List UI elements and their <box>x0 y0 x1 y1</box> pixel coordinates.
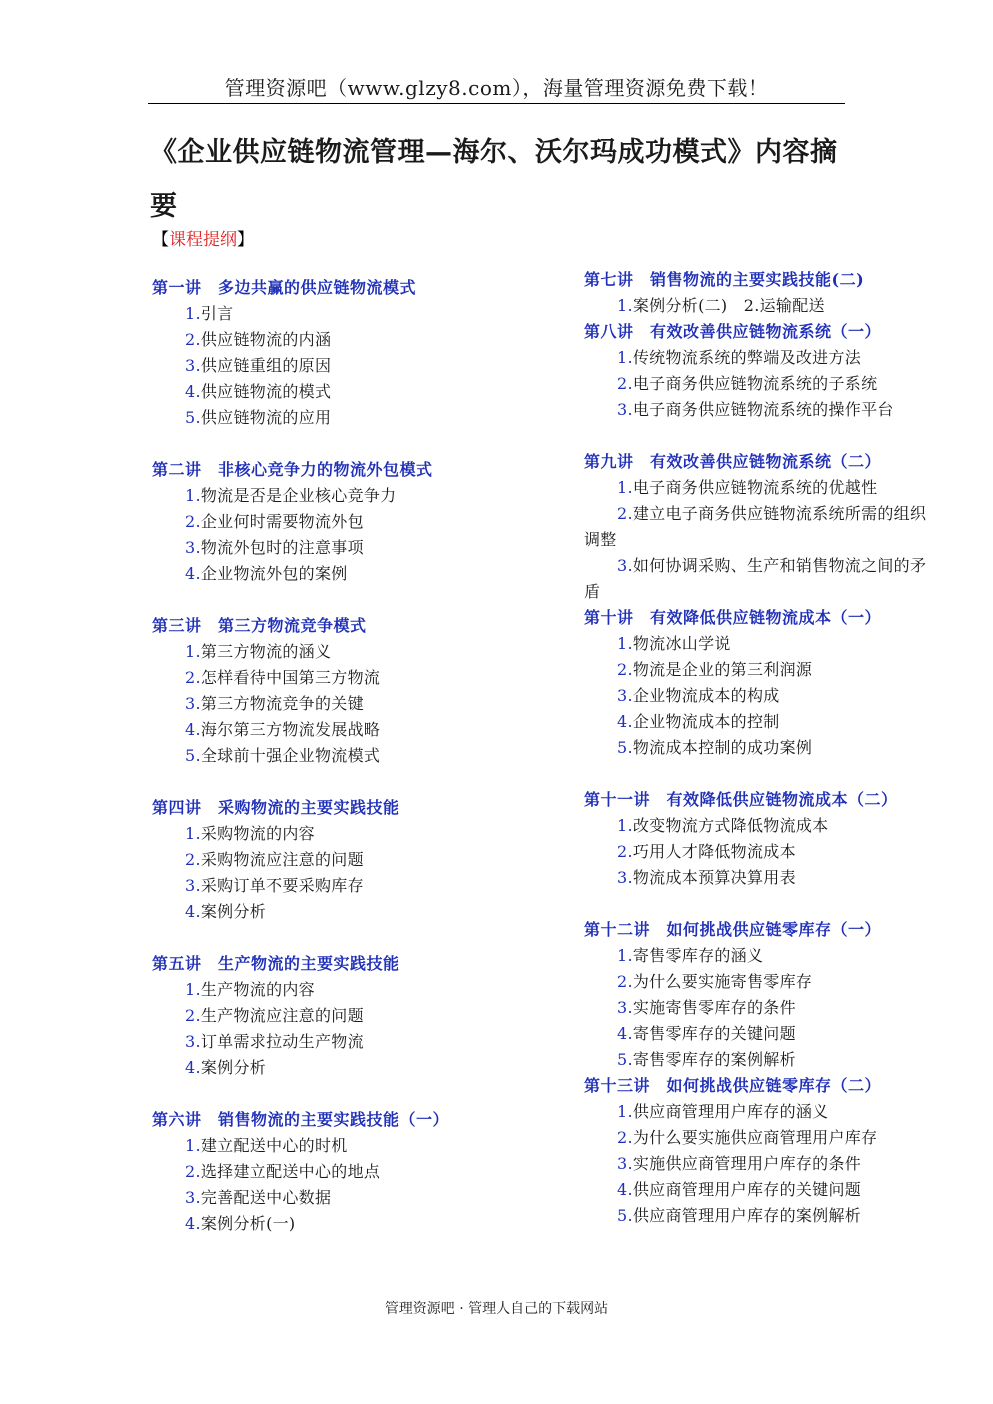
item-number: 3. <box>185 694 201 713</box>
item-number: 4. <box>185 902 201 921</box>
outline-bracket-open: 【 <box>152 230 169 250</box>
lecture-item <box>584 501 939 553</box>
item-text: 供应商管理用户库存的涵义 <box>632 1102 829 1121</box>
item-text: 案例分析 <box>200 1058 267 1077</box>
item-text: 物流外包时的注意事项 <box>200 538 364 557</box>
lecture-item <box>584 1021 939 1047</box>
item-text: 供应商管理用户库存的关键问题 <box>632 1180 862 1199</box>
lecture-title: 第十二讲 如何挑战供应链零库存（一） <box>584 920 882 939</box>
item-number: 4. <box>185 720 201 739</box>
item-text: 第三方物流竞争的关键 <box>200 694 364 713</box>
item-text: 选择建立配送中心的地点 <box>200 1162 381 1181</box>
item-number: 1. <box>185 486 201 505</box>
lecture-section <box>584 917 939 1073</box>
item-text: 寄售零库存的关键问题 <box>632 1024 796 1043</box>
lecture-section <box>152 795 562 925</box>
lecture-section <box>584 1073 939 1229</box>
item-number: 2. <box>617 374 633 393</box>
item-number: 3. <box>617 998 633 1017</box>
lecture-item <box>152 977 562 1003</box>
item-text: 为什么要实施供应商管理用户库存 <box>632 1128 878 1147</box>
item-text: 实施寄售零库存的条件 <box>632 998 796 1017</box>
lecture-section <box>152 275 562 431</box>
item-text: 案例分析(一) <box>200 1214 296 1233</box>
item-text: 物流是否是企业核心竞争力 <box>200 486 397 505</box>
lecture-title: 第七讲 销售物流的主要实践技能(二) <box>584 270 865 289</box>
lecture-item <box>584 475 939 501</box>
item-number: 1. <box>185 824 201 843</box>
lecture-section <box>152 457 562 587</box>
item-number: 1. <box>185 304 201 323</box>
item-text: 供应链物流的内涵 <box>200 330 332 349</box>
lecture-item <box>152 847 562 873</box>
item-number: 3. <box>185 876 201 895</box>
item-text: 怎样看待中国第三方物流 <box>200 668 381 687</box>
lecture-title: 第二讲 非核心竞争力的物流外包模式 <box>152 460 433 479</box>
lecture-item <box>152 743 562 769</box>
lecture-title: 第一讲 多边共赢的供应链物流模式 <box>152 278 417 297</box>
item-number: 1. <box>185 642 201 661</box>
lecture-item <box>152 405 562 431</box>
item-number: 2. <box>185 330 201 349</box>
item-number: 1. <box>617 946 633 965</box>
item-number: 5. <box>617 1050 633 1069</box>
lecture-item <box>152 639 562 665</box>
item-number: 3. <box>617 1154 633 1173</box>
item-number: 4. <box>185 564 201 583</box>
lecture-section <box>152 951 562 1081</box>
lecture-title: 第三讲 第三方物流竞争模式 <box>152 616 367 635</box>
item-number: 2. <box>617 972 633 991</box>
item-number: 3. <box>185 1032 201 1051</box>
item-text: 实施供应商管理用户库存的条件 <box>632 1154 862 1173</box>
item-number: 3. <box>617 686 633 705</box>
lecture-item <box>584 1203 939 1229</box>
item-number: 2. <box>617 660 633 679</box>
lecture-item <box>584 995 939 1021</box>
item-text: 建立电子商务供应链物流系统所需的组织调整 <box>584 504 927 549</box>
lecture-item <box>152 301 562 327</box>
item-text: 物流成本预算决算用表 <box>632 868 796 887</box>
lecture-item <box>584 657 939 683</box>
lecture-title: 第十三讲 如何挑战供应链零库存（二） <box>584 1076 882 1095</box>
page-header: 管理资源吧（www.glzy8.com），海量管理资源免费下载！ <box>224 76 769 100</box>
lecture-item <box>584 1047 939 1073</box>
lecture-item <box>584 683 939 709</box>
item-number: 1. <box>185 1136 201 1155</box>
lecture-item <box>152 1185 562 1211</box>
item-text: 物流成本控制的成功案例 <box>632 738 813 757</box>
item-number: 1. <box>617 1102 633 1121</box>
lecture-item <box>584 1125 939 1151</box>
item-number: 1. <box>185 980 201 999</box>
item-number: 3. <box>617 400 633 419</box>
item-number: 2. <box>185 512 201 531</box>
item-text: 企业物流成本的构成 <box>632 686 780 705</box>
item-text: 电子商务供应链物流系统的操作平台 <box>632 400 894 419</box>
lecture-item <box>152 1211 562 1237</box>
lecture-title: 第十一讲 有效降低供应链物流成本（二） <box>584 790 898 809</box>
item-text: 传统物流系统的弊端及改进方法 <box>632 348 862 367</box>
item-text: 采购物流的内容 <box>200 824 315 843</box>
outline-label-text: 课程提纲 <box>169 230 237 250</box>
outline-bracket-close: 】 <box>237 230 254 250</box>
lecture-item <box>584 813 939 839</box>
item-number: 3. <box>617 868 633 887</box>
item-text: 改变物流方式降低物流成本 <box>632 816 829 835</box>
item-text: 供应链物流的应用 <box>200 408 332 427</box>
item-number: 3. <box>185 1188 201 1207</box>
lecture-title: 第八讲 有效改善供应链物流系统（一） <box>584 322 882 341</box>
lecture-item <box>152 873 562 899</box>
lecture-item <box>584 1177 939 1203</box>
item-text: 订单需求拉动生产物流 <box>200 1032 364 1051</box>
lecture-item <box>152 1003 562 1029</box>
item-number: 4. <box>617 1180 633 1199</box>
item-text: 引言 <box>200 304 234 323</box>
item-number: 4. <box>185 1058 201 1077</box>
item-text: 供应链物流的模式 <box>200 382 332 401</box>
lecture-item <box>152 561 562 587</box>
lecture-title: 第五讲 生产物流的主要实践技能 <box>152 954 400 973</box>
lecture-item <box>152 1133 562 1159</box>
item-text: 企业物流成本的控制 <box>632 712 780 731</box>
lecture-title: 第六讲 销售物流的主要实践技能（一） <box>152 1110 450 1129</box>
lecture-section <box>584 267 939 319</box>
item-number: 4. <box>185 382 201 401</box>
lecture-item <box>152 535 562 561</box>
item-text: 全球前十强企业物流模式 <box>200 746 381 765</box>
right-column <box>584 267 939 1229</box>
item-text: 企业物流外包的案例 <box>200 564 348 583</box>
item-number: 2. <box>617 504 633 523</box>
item-number: 4. <box>617 1024 633 1043</box>
item-number: 2. <box>185 1162 201 1181</box>
lecture-section <box>584 787 939 891</box>
item-number: 2. <box>185 668 201 687</box>
item-text: 供应商管理用户库存的案例解析 <box>632 1206 862 1225</box>
item-number: 4. <box>617 712 633 731</box>
lecture-item <box>584 735 939 761</box>
item-text: 建立配送中心的时机 <box>200 1136 348 1155</box>
header-divider <box>148 103 845 104</box>
item-number: 5. <box>617 1206 633 1225</box>
lecture-item <box>152 483 562 509</box>
item-text: 第三方物流的涵义 <box>200 642 332 661</box>
lecture-item <box>584 397 939 423</box>
item-text: 采购订单不要采购库存 <box>200 876 364 895</box>
lecture-item <box>152 1029 562 1055</box>
lecture-item <box>584 709 939 735</box>
item-number: 1. <box>617 478 633 497</box>
lecture-item <box>152 691 562 717</box>
item-text: 物流是企业的第三利润源 <box>632 660 813 679</box>
item-number: 5. <box>185 746 201 765</box>
lecture-item <box>152 327 562 353</box>
lecture-item <box>584 293 939 319</box>
lecture-section <box>584 449 939 605</box>
item-text: 巧用人才降低物流成本 <box>632 842 796 861</box>
item-text: 供应链重组的原因 <box>200 356 332 375</box>
lecture-item <box>584 865 939 891</box>
document-title: 《企业供应链物流管理—海尔、沃尔玛成功模式》内容摘要 <box>150 137 838 222</box>
item-text: 寄售零库存的涵义 <box>632 946 764 965</box>
lecture-section <box>152 1107 562 1237</box>
item-number: 1. <box>617 816 633 835</box>
item-number: 1. <box>617 348 633 367</box>
item-number: 2. <box>617 842 633 861</box>
item-number: 2. <box>185 1006 201 1025</box>
outline-label <box>152 225 254 250</box>
lecture-item <box>152 821 562 847</box>
item-text: 物流冰山学说 <box>632 634 731 653</box>
lecture-section <box>152 613 562 769</box>
item-text: 海尔第三方物流发展战略 <box>200 720 381 739</box>
item-number: 5. <box>617 738 633 757</box>
item-number: 1. <box>617 634 633 653</box>
lecture-item <box>152 1055 562 1081</box>
lecture-section <box>584 605 939 761</box>
item-text: 为什么要实施寄售零库存 <box>632 972 813 991</box>
item-number: 1. <box>617 296 633 315</box>
lecture-item <box>584 631 939 657</box>
item-number: 4. <box>185 1214 201 1233</box>
lecture-item <box>152 1159 562 1185</box>
lecture-item <box>584 943 939 969</box>
item-text: 企业何时需要物流外包 <box>200 512 364 531</box>
lecture-item <box>584 371 939 397</box>
item-number: 2. <box>185 850 201 869</box>
item-text: 完善配送中心数据 <box>200 1188 332 1207</box>
lecture-title: 第四讲 采购物流的主要实践技能 <box>152 798 400 817</box>
lecture-item <box>152 353 562 379</box>
lecture-item <box>152 509 562 535</box>
item-number: 2. <box>617 1128 633 1147</box>
item-text: 生产物流应注意的问题 <box>200 1006 364 1025</box>
item-number: 3. <box>617 556 633 575</box>
lecture-section <box>584 319 939 423</box>
item-number: 3. <box>185 538 201 557</box>
item-text: 寄售零库存的案例解析 <box>632 1050 796 1069</box>
item-text: 生产物流的内容 <box>200 980 315 999</box>
item-text: 案例分析 <box>200 902 267 921</box>
lecture-item <box>584 1099 939 1125</box>
lecture-item <box>152 665 562 691</box>
item-text: 案例分析(二) 2.运输配送 <box>632 296 825 315</box>
lecture-item <box>584 1151 939 1177</box>
lecture-title: 第九讲 有效改善供应链物流系统（二） <box>584 452 882 471</box>
lecture-item <box>584 839 939 865</box>
page-footer: 管理资源吧 · 管理人自己的下载网站 <box>384 1301 609 1317</box>
item-number: 3. <box>185 356 201 375</box>
lecture-item <box>152 899 562 925</box>
lecture-item <box>584 969 939 995</box>
lecture-item <box>584 345 939 371</box>
item-text: 采购物流应注意的问题 <box>200 850 364 869</box>
lecture-item <box>152 717 562 743</box>
item-text: 电子商务供应链物流系统的优越性 <box>632 478 878 497</box>
lecture-item <box>152 379 562 405</box>
lecture-title: 第十讲 有效降低供应链物流成本（一） <box>584 608 882 627</box>
item-number: 5. <box>185 408 201 427</box>
item-text: 电子商务供应链物流系统的子系统 <box>632 374 878 393</box>
item-text: 如何协调采购、生产和销售物流之间的矛盾 <box>584 556 927 601</box>
left-column <box>152 275 562 1237</box>
lecture-item <box>584 553 939 605</box>
